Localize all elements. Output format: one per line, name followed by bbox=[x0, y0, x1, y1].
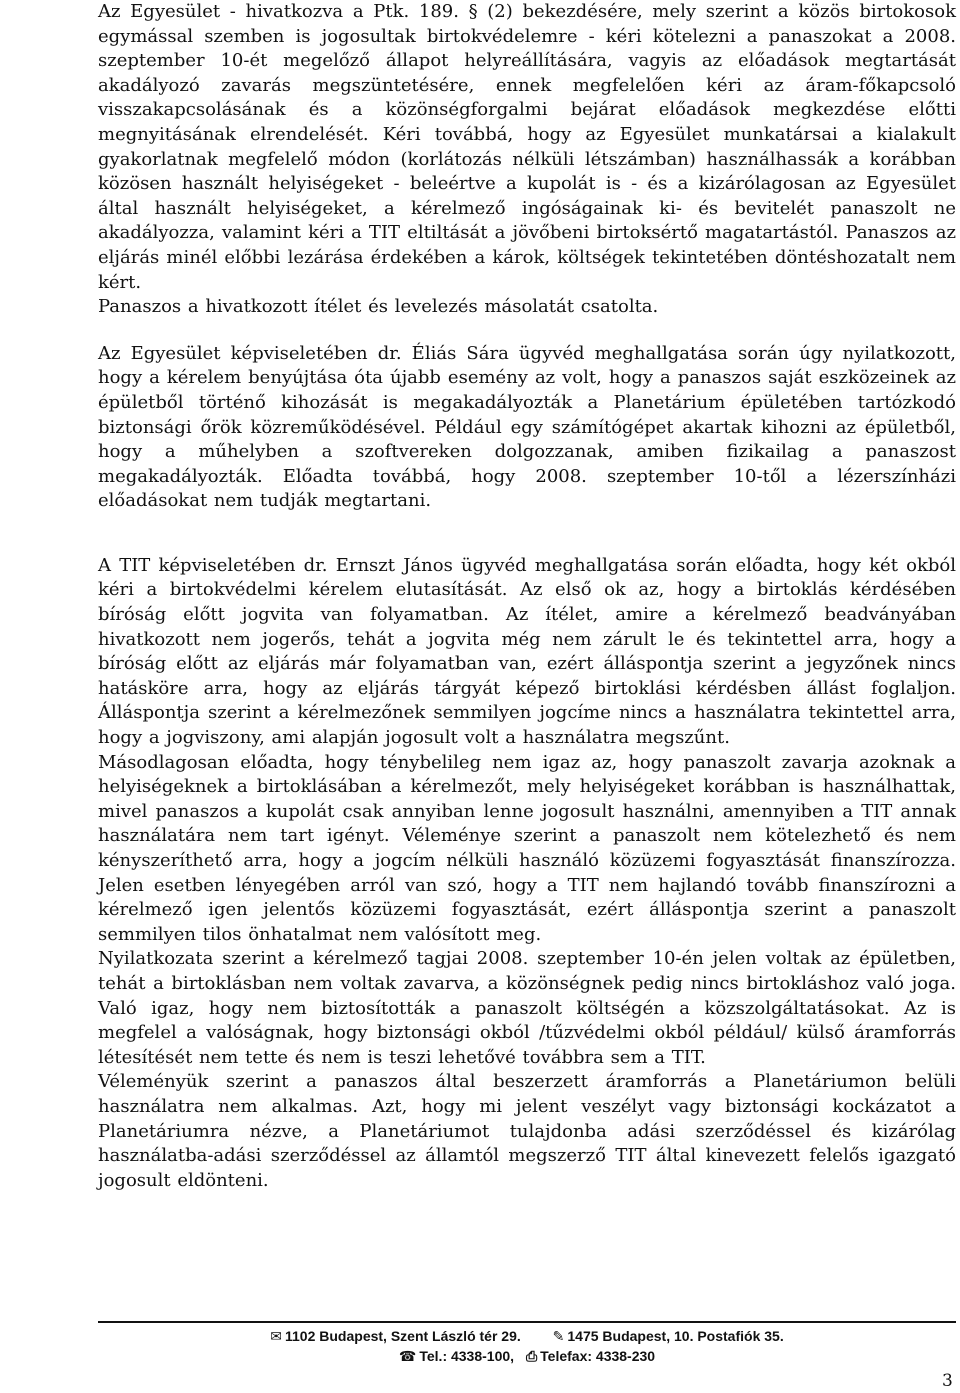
mailbox-icon: ✎ bbox=[552, 1328, 565, 1344]
footer-row-contacts bbox=[98, 1346, 956, 1366]
footer-fax bbox=[526, 1346, 655, 1366]
paragraph-association-statement: Az Egyesület képviseletében dr. Éliás Sára ügyvéd meghallgatása során úgy nyilatkozott, hogy a kérelem benyújtása óta újabb esemény az volt, hogy a panaszos saját eszközeinek az épületből történő kihozását is megakadályozták a Planetárium épületében tartózkodó biztonsági őrök közreműködésével. Például egy számítógépet akartak kihozni az épületből, hogy a műhelyben a szoftvereken dolgozzanak, amiben fizikailag a panaszost megakadályozták. Előadta továbbá, hogy 2008. szeptember 10-től a lézerszínházi előadásokat nem tudják megtartani. bbox=[98, 342, 956, 512]
document-body bbox=[98, 0, 956, 1193]
paragraph-attachment: Panaszos a hivatkozott ítélet és levelezés másolatát csatolta. bbox=[98, 296, 659, 318]
envelope-icon: ✉ bbox=[270, 1328, 282, 1344]
footer-postbox bbox=[553, 1326, 784, 1346]
paragraph-secondary-argument: Másodlagosan előadta, hogy ténybelileg nem igaz az, hogy panaszolt zavarja azoknak a helyiségeknek a birtoklásában a kérelmezőt, mely helyiségeket korábban is használhattak, mivel panaszos a kupolát csak annyiban lenne jogosult használni, amennyiben a TIT annak használatára nem tart igényt. Véleménye szerint a panaszolt nem kötelezhető és nem kényszeríthető arra, hogy a jogcím nélküli használó közüzemi fogyasztását finanszírozza. Jelen esetben lényegében arról van szó, hogy a TIT nem hajlandó tovább finanszírozni a kérelmező igen jelentős közüzemi fogyasztását, ezért álláspontja szerint a panaszolt semmilyen tilos önhatalmat nem valósított meg. bbox=[98, 751, 956, 945]
footer-address-text: 1102 Budapest, Szent László tér 29. bbox=[285, 1328, 521, 1344]
footer-row-addresses bbox=[98, 1326, 956, 1346]
footer-phone-text: Tel.: 4338-100, bbox=[419, 1348, 515, 1364]
paragraph-declaration: Nyilatkozata szerint a kérelmező tagjai 2008. szeptember 10-én jelen voltak az épületben, tehát a birtoklásban nem voltak zavarva, a közönségnek pedig nincs birtokláshoz való joga. Való igaz, hogy nem biztosították a panaszolt költségén a közszolgáltatásokat. Az is megfelel a valóságnak, hogy biztonsági okból /tűzvédelmi okból például/ külső áramforrás létesítését nem tette és nem is teszi lehetővé továbbra sem a TIT. bbox=[98, 948, 956, 1068]
paragraph-tit-statement: A TIT képviseletében dr. Ernszt János ügyvéd meghallgatása során előadta, hogy két okból kéri a birtokvédelmi kérelem elutasítását. Az első ok az, hogy a birtoklás kérdésében bíróság előtt jogvita van folyamatban. Az ítélet, amire a kérelmező beadványában hivatkozott nem jogerős, tehát a jogvita még nem zárult le és tekintettel arra, hogy a bíróság előtt az eljárás már folyamatban van, ezért álláspontja szerint a jegyzőnek nincs hatásköre arra, hogy az eljárás tárgyát képező birtoklási kérdésben állást foglaljon. Álláspontja szerint a kérelmezőnek semmilyen jogcíme nincs a használatra tekintettel arra, hogy a jogviszony, ami alapján jogosult volt a használatra megszűnt. bbox=[98, 554, 956, 749]
telephone-icon: ☎ bbox=[398, 1348, 417, 1364]
letterhead-footer bbox=[98, 1326, 956, 1366]
page-number: 3 bbox=[942, 1371, 953, 1391]
fax-icon: ⎙ bbox=[525, 1348, 538, 1364]
footer-address bbox=[270, 1326, 521, 1346]
paragraph-request: Az Egyesület - hivatkozva a Ptk. 189. § (2) bekezdésére, mely szerint a közös birtokosok egymással szemben is jogosultak birtokvédelemre - kéri kötelezni a panaszokat a 2008. szeptember 10-ét megelőző állapot helyreállítására, vagyis az előadások megtartását akadályozó zavarás megszüntetésére, ennek megfelelően kéri az áram-főkapcsoló visszakapcsolásának és a közönségforgalmi bejárat előadások megkezdése előtti megnyitásának elrendelését. Kéri továbbá, hogy az Egyesület munkatársai a kialakult gyakorlatnak megfelelő módon (korlátozás nélküli létszámban) használhassák a korábban közösen használt helyiségeket - beleértve a kupolát is - és a kizárólagosan az Egyesület által használt helyiségeket, a kérelmező ingóságainak ki- és bevitelét panaszolt ne akadályozza, valamint kéri a TIT eltiltását a jövőbeni birtoksértő magatartástól. Panaszos az eljárás minél előbbi lezárása érdekében a károk, költségek tekintetében döntéshozatalt nem kért. bbox=[98, 1, 956, 293]
footer-fax-text: Telefax: 4338-230 bbox=[540, 1348, 656, 1364]
footer-divider bbox=[98, 1321, 956, 1323]
paragraph-opinion: Véleményük szerint a panaszos által beszerzett áramforrás a Planetáriumon belüli használatra nem alkalmas. Azt, hogy mi jelent veszélyt vagy biztonsági kockázatot a Planetáriumra nézve, a Planetáriumot tulajdonba adási szerződéssel és kizárólag használatba-adási szerződéssel az államtól megszerző TIT által kinevezett felelős igazgató jogosult eldönteni. bbox=[98, 1071, 956, 1191]
footer-phone bbox=[399, 1346, 514, 1366]
footer-postbox-text: 1475 Budapest, 10. Postafiók 35. bbox=[567, 1328, 784, 1344]
